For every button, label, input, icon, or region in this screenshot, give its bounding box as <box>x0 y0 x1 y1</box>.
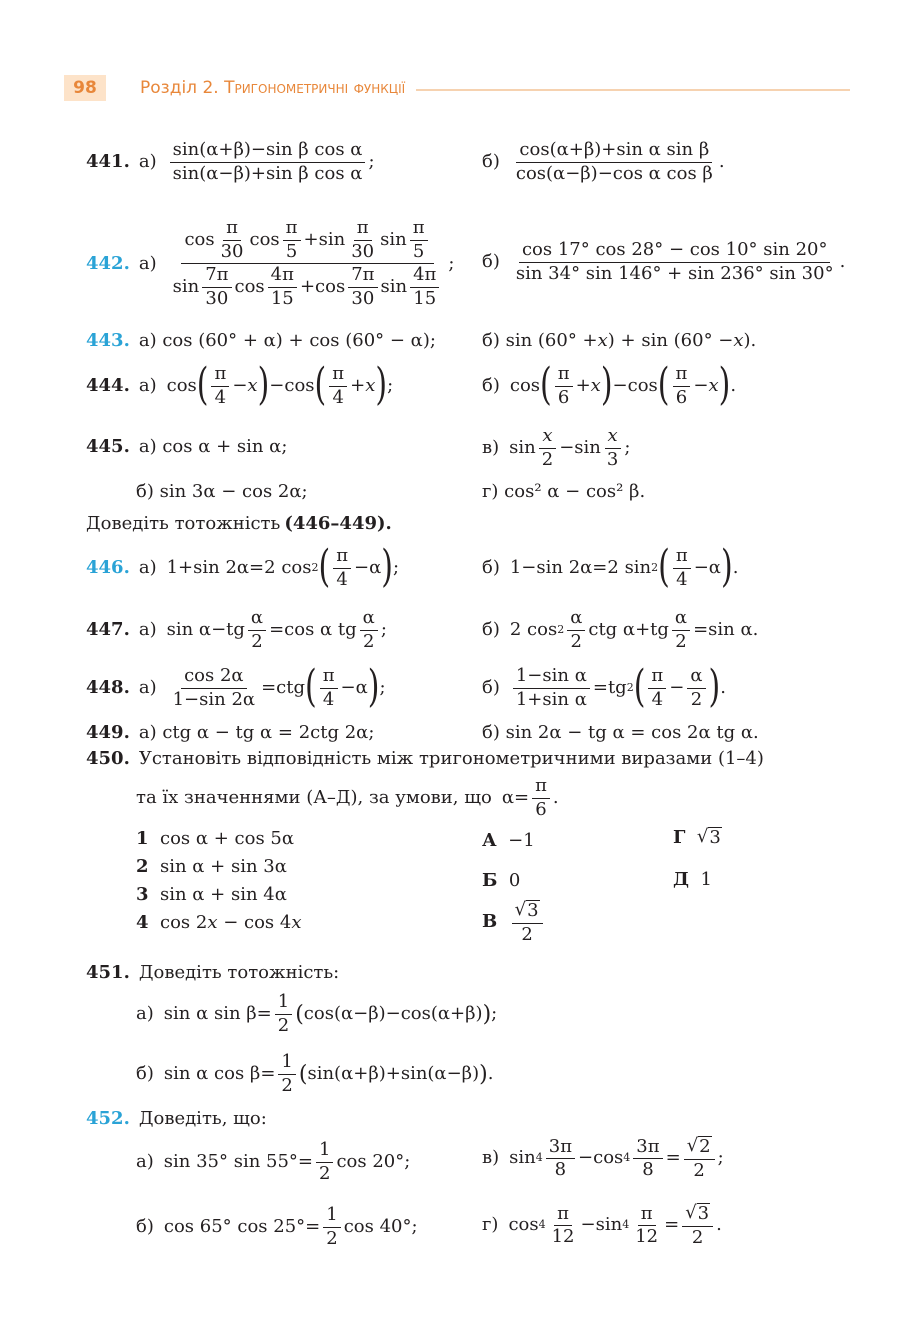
problem-442-a: 442. а) cos $\frac{\pi}{30}$ cos $\frac{\pi}{5}$ +sin $\frac{\pi}{30}$ sin $\frac{\pi}{5}$ sin $\frac{7\pi}{30}$ cos $\frac{4\pi}{15}$ +cos $\frac{7\pi}{30}$ sin $\frac{4\pi}{15}$ ; <box>86 217 455 310</box>
problem-452-g: г) cos 4 $\frac{\pi}{12}$ −sin 4 $\frac{\pi}{12}$ = √ 3 2 . <box>482 1202 722 1248</box>
problem-449-a: 449. а) ctg α − tg α = 2ctg 2α; <box>86 722 375 743</box>
problem-447-b: б) 2 cos 2 $\frac{\alpha}{2}$ ctg α+tg $\frac{\alpha}{2}$ =sin α. <box>482 607 759 652</box>
problem-446-a: 446. а) 1+sin 2α=2 cos 2 ( $\frac{\pi}{4}$ −α ) ; <box>86 542 400 593</box>
match-item-1: 1 cos α + cos 5α <box>136 828 295 849</box>
problem-445-v: в) sin $\frac{x}{2}$ −sin $\frac{x}{3}$ ; <box>482 425 631 470</box>
problem-441-a: 441. а) $\frac{\text{sin(α+β)−sin β cos α}}{\text{sin(α−β)+sin β cos α}}$ ; <box>86 139 375 184</box>
problem-443-a: 443. а) cos (60° + α) + cos (60° − α); <box>86 330 436 351</box>
answer-V: В √ 3 2 <box>482 900 546 945</box>
page-number: 98 <box>64 75 106 101</box>
problem-446-b: б) 1−sin 2α=2 sin 2 ( $\frac{\pi}{4}$ −α ) . <box>482 542 739 593</box>
problem-444-a: 444. а) cos ( $\frac{\pi}{4}$ − x ) −cos ( $\frac{\pi}{4}$ + x ) ; <box>86 360 394 411</box>
answer-A: А −1 <box>482 830 535 851</box>
problem-451-a: а) sin α sin β= $\frac{1}{2}$ ( cos(α−β)−cos(α+β) ) ; <box>136 991 498 1036</box>
match-item-4: 4 cos 2x − cos 4x <box>136 912 302 933</box>
section-title: Розділ 2. Тригонометричні функції <box>140 78 406 98</box>
instruction-446-449: Доведіть тотожність (446–449). <box>86 513 392 534</box>
answer-D: Д 1 <box>673 869 712 890</box>
problem-443-b: б) sin (60° + x ) + sin (60° − x ). <box>482 330 757 351</box>
problem-445-b: б) sin 3α − cos 2α; <box>136 481 308 502</box>
problem-448-a: 448. а) $\frac{\cos 2\alpha}{1-\sin 2\alpha}$ =ctg ( $\frac{\pi}{4}$ −α ) ; <box>86 662 386 713</box>
problem-441-b: б) $\frac{\text{cos(α+β)+sin α sin β}}{\text{cos(α−β)−cos α cos β}}$ . <box>482 139 725 184</box>
problem-451: 451. Доведіть тотожність: <box>86 962 340 983</box>
problem-444-b: б) cos ( $\frac{\pi}{6}$ + x ) −cos ( $\frac{\pi}{6}$ − x ) . <box>482 360 737 411</box>
header-rule <box>416 89 850 91</box>
answer-G: Г √ 3 <box>673 826 721 848</box>
problem-452-b: б) cos 65° cos 25°= $\frac{1}{2}$ cos 40°; <box>136 1204 418 1249</box>
problem-447-a: 447. а) sin α−tg $\frac{\alpha}{2}$ =cos α tg $\frac{\alpha}{2}$ ; <box>86 607 387 652</box>
match-item-2: 2 sin α + sin 3α <box>136 856 287 877</box>
problem-448-b: б) $\frac{\text{1−sin α}}{\text{1+sin α}}$ =tg 2 ( $\frac{\pi}{4}$ − $\frac{\alpha}{2}$ ) . <box>482 662 726 713</box>
problem-452-a: а) sin 35° sin 55°= $\frac{1}{2}$ cos 20°; <box>136 1139 411 1184</box>
problem-442-b: б) $\frac{\cos 17^\circ \cos 28^\circ - \cos 10^\circ \sin 20^\circ}{\sin 34^\circ \sin 146^\circ + \sin 236^\circ \sin 30^\circ}$ . <box>482 239 846 284</box>
problem-451-b: б) sin α cos β= $\frac{1}{2}$ ( sin(α+β)+sin(α−β) ) . <box>136 1051 494 1096</box>
answer-B: Б 0 <box>482 870 521 891</box>
problem-450-line1: 450. Установіть відповідність між тригонометричними виразами (1–4) <box>86 748 764 769</box>
match-item-3: 3 sin α + sin 4α <box>136 884 287 905</box>
problem-445-g: г) cos² α − cos² β. <box>482 481 646 502</box>
problem-449-b: б) sin 2α − tg α = cos 2α tg α. <box>482 722 759 743</box>
problem-452: 452. Доведіть, що: <box>86 1108 267 1129</box>
problem-445-a: 445. а) cos α + sin α; <box>86 436 288 457</box>
page-header <box>64 74 850 102</box>
problem-450-line2: та їх значеннями (А–Д), за умови, що α= $\frac{\pi}{6}$ . <box>136 775 559 820</box>
problem-452-v: в) sin 4 $\frac{3\pi}{8}$ −cos 4 $\frac{3\pi}{8}$ = √ 2 2 ; <box>482 1135 724 1181</box>
